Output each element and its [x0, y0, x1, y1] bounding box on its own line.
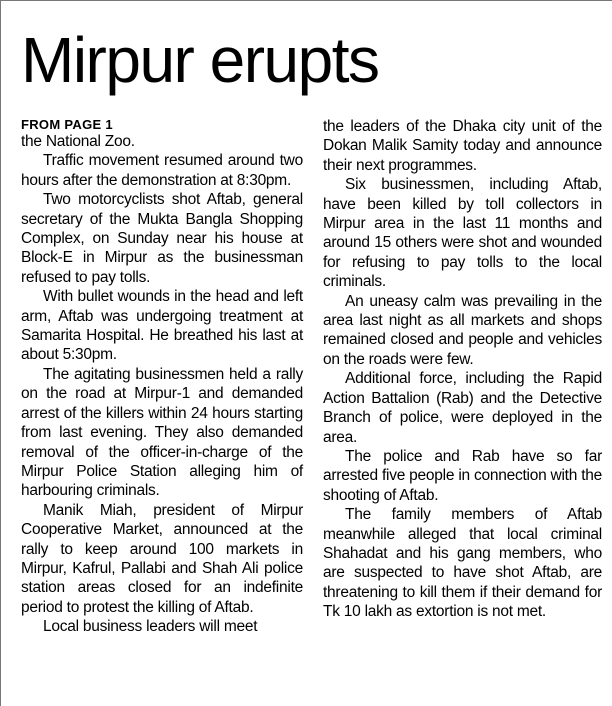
paragraph: the leaders of the Dhaka city unit of the Dokan Malik Samity today and announce their next programmes.: [323, 118, 602, 174]
article-column-right: [323, 117, 602, 622]
paragraph: Manik Miah, president of Mirpur Cooperative Market, announced at the rally to keep around 100 markets in Mirpur, Kafrul, Pallabi and Shah Ali police station areas closed for an indefinite period to protest the killing of Aftab.: [21, 501, 303, 616]
paragraph: Traffic movement resumed around two hours after the demonstration at 8:30pm.: [21, 152, 303, 189]
paragraph: Two motorcyclists shot Aftab, general secretary of the Mukta Bangla Shopping Complex, on Sunday near his house at Block-E in Mirpur as the businessman refused to pay tolls.: [21, 191, 303, 286]
paragraph: Additional force, including the Rapid Action Battalion (Rab) and the Detective Branch of police, were deployed in the area.: [323, 370, 602, 446]
paragraph: the National Zoo.: [21, 133, 135, 150]
paragraph: The agitating businessmen held a rally on the road at Mirpur-1 and demanded arrest of the killers within 24 hours starting from last evening. They also demanded removal of the officer-in-charge of the Mirpur Police Station alleging him of harbouring criminals.: [21, 365, 303, 500]
paragraph: With bullet wounds in the head and left arm, Aftab was undergoing treatment at Samarita Hospital. He breathed his last at about 5:30pm.: [21, 288, 303, 364]
paragraph: An uneasy calm was prevailing in the area last night as all markets and shops remained closed and people and vehicles on the roads were few.: [323, 292, 602, 368]
continuation-kicker: FROM PAGE 1: [21, 117, 113, 132]
paragraph: The police and Rab have so far arrested five people in connection with the shooting of Aftab.: [323, 447, 602, 504]
article-column-left: [21, 117, 303, 637]
paragraph: Six businessmen, including Aftab, have been killed by toll collectors in Mirpur area in the last 11 months and around 15 others were shot and wounded for refusing to pay tolls to the local criminals.: [323, 176, 602, 291]
paragraph: The family members of Aftab meanwhile alleged that local criminal Shahadat and his gang members, who are suspected to have shot Aftab, are threatening to kill them if their demand for Tk 10 lakh as extortion is not met.: [323, 506, 602, 621]
headline: Mirpur erupts: [21, 24, 379, 96]
paragraph: Local business leaders will meet: [43, 618, 258, 636]
